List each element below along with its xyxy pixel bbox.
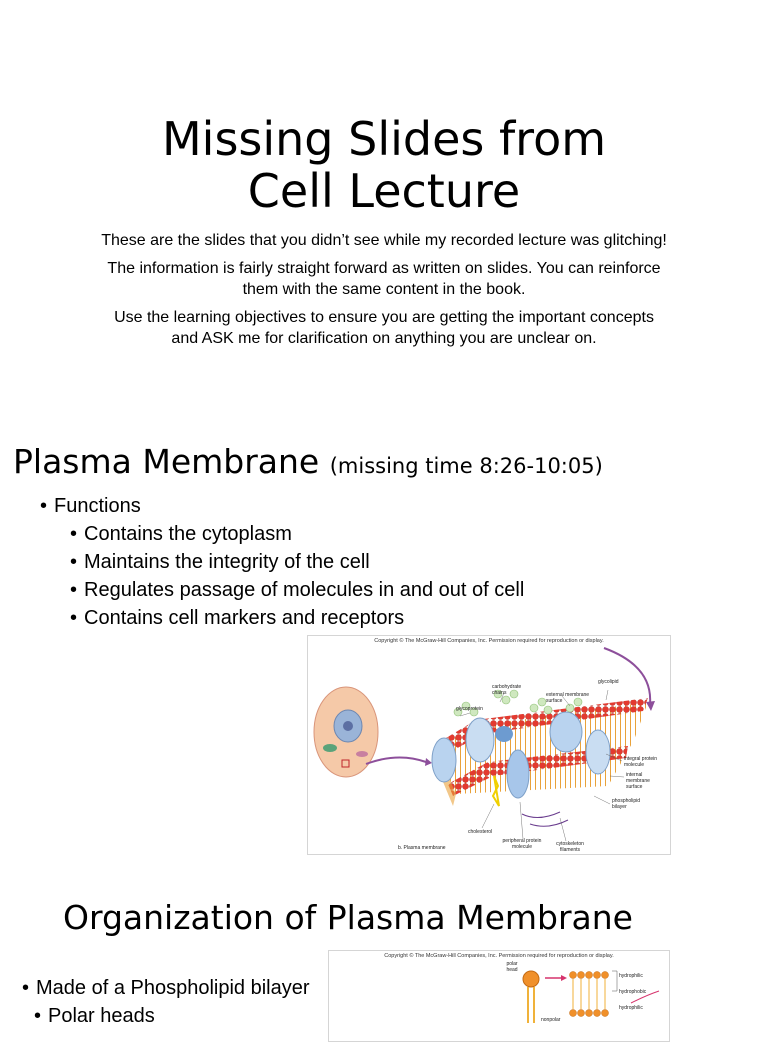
label-hydrophobic: hydrophobic [619,989,647,995]
label-hydrophilic-bottom: hydrophilic [619,1005,643,1011]
intro-paragraph: These are the slides that you didn’t see while my recorded lecture was glitching! [101,232,667,249]
figure-copyright: Copyright © The McGraw-Hill Companies, Inc. Permission required for reproduction or display. [374,638,604,644]
list-item: • Made of a Phospholipid bilayer • Polar heads [22,974,310,1030]
intro-title: Missing Slides from Cell Lecture [161,112,607,218]
phospholipid-illustration [329,951,669,1041]
list-item: • Contains the cytoplasm [70,523,292,545]
bullet-list [40,492,524,632]
plasma-membrane-figure [307,635,671,855]
bullet-list [22,974,310,1030]
list-item: • Maintains the integrity of the cell [70,551,370,573]
intro-body [100,230,668,356]
label-glycolipid: glycolipid [598,679,619,685]
label-peripheral-protein: peripheral protein molecule [502,838,542,850]
slide-subtitle: (missing time 8:26-10:05) [329,454,603,478]
sub-bullet-list [22,1002,310,1030]
label-glycoprotein: glycoprotein [456,706,483,712]
phospholipid-figure [328,950,670,1042]
slide-title: Plasma Membrane (missing time 8:26-10:05) [13,442,603,481]
plasma-membrane-slide [0,430,768,870]
organization-slide [0,880,768,1027]
label-internal-surface: internal membrane surface [626,772,650,790]
intro-slide [0,0,768,420]
label-carbohydrate-chains: carbohydrate chains [492,684,522,696]
list-item: • Regulates passage of molecules in and out of cell [70,579,525,601]
label-cholesterol: cholesterol [468,829,493,835]
label-phospholipid-bilayer: phospholipid bilayer [612,798,641,810]
label-hydrophilic-top: hydrophilic [619,973,643,979]
list-item: • Functions • Contains the cytoplasm • Maintains the integrity of the cell • Regulates passage of molecules in and out of cell • Contains cell markers and receptors [40,492,524,632]
membrane-illustration [308,636,670,854]
figure-caption: b. Plasma membrane [398,845,446,851]
label-integral-protein: integral protein molecule [624,756,658,768]
label-polar-head: polar head [506,961,518,973]
slide-title: Organization of Plasma Membrane [63,898,633,937]
figure-copyright: Copyright © The McGraw-Hill Companies, Inc. Permission required for reproduction or display. [384,953,614,959]
intro-paragraph: The information is fairly straight forward as written on slides. You can reinforce them with the same content in the book. [107,260,661,298]
label-nonpolar: nonpolar [541,1017,561,1023]
label-cytoskeleton: cytoskeleton filaments [556,841,584,853]
list-item: • Polar heads [34,1005,155,1027]
sub-bullet-list [40,520,524,632]
list-item: • Contains cell markers and receptors [70,607,405,629]
intro-paragraph: Use the learning objectives to ensure you are getting the important concepts and ASK me for clarification on anything you are unclear on. [114,309,654,347]
label-external-surface: external membrane surface [546,692,590,704]
